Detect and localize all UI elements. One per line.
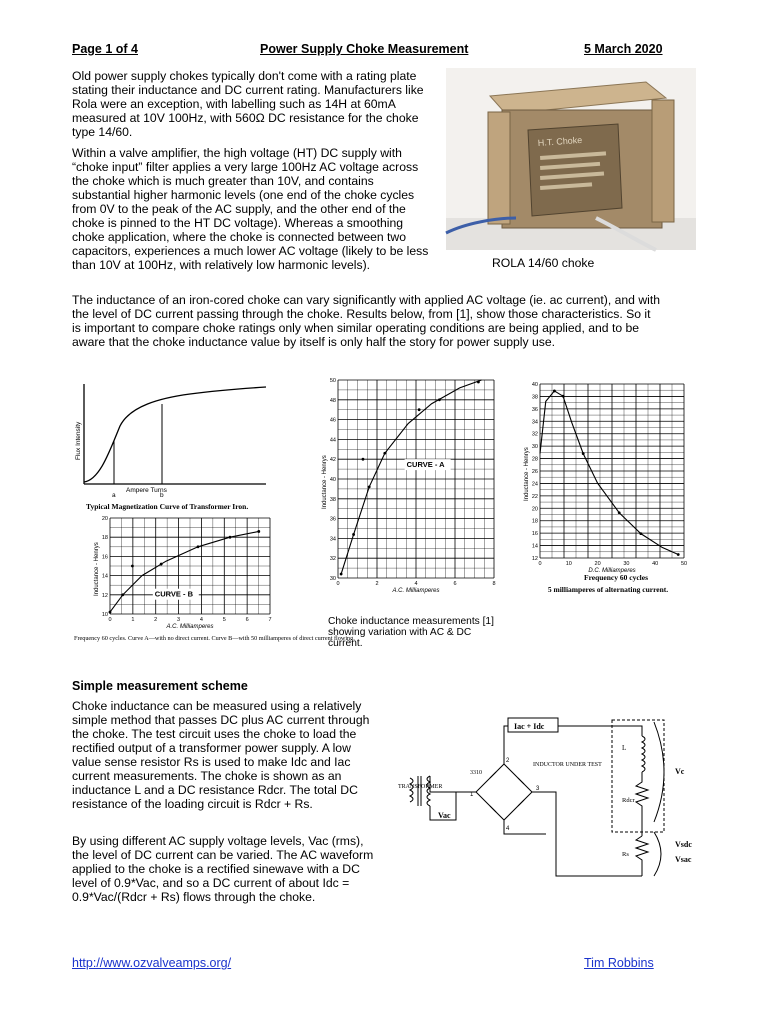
circuit-pin-1: 1	[470, 792, 474, 798]
y-tick-label: 16	[531, 531, 538, 538]
y-tick-label: 20	[101, 516, 108, 522]
photo-label-text: H.T. Choke	[537, 134, 583, 148]
x-tick-label: 5	[222, 617, 226, 623]
magnetization-figure	[70, 380, 280, 512]
curve-a-figure	[310, 370, 510, 598]
x-tick-label: 10	[565, 561, 572, 567]
curve-line	[540, 391, 678, 555]
circuit-pin-2: 2	[506, 758, 510, 764]
circuit-inductor-label: INDUCTOR UNDER TEST	[533, 762, 602, 768]
circuit-rs: Rs	[622, 851, 629, 858]
intro-paragraph-3: The inductance of an iron-cored choke can vary significantly with applied AC voltage (ie. ac current), and with the level of DC current passing through the choke. Results below, from [1], show those characteristics. So it is important to compare choke ratings only when similar operating conditions are being applied, and to be aware that the choke inductance value by itself is only half the story for power supply use.	[72, 293, 661, 349]
measurement-paragraph-1: Choke inductance can be measured using a relatively simple method that passes DC plus AC current through the choke. The test circuit uses the choke to load the rectified output of a transformer power supply. A low value sense resistor Rs is used to make Idc and Iac current measurements. The choke is shown as an inductance L and a DC resistance Rdcr. The total DC resistance of the loading circuit is Rdcr + Rs.	[72, 699, 370, 811]
circuit-pin-4: 4	[506, 826, 510, 832]
page-number: Page 1 of 4	[72, 42, 138, 56]
x-tick-label: 3	[177, 617, 181, 623]
data-point	[438, 398, 441, 401]
x-tick-label: 6	[245, 617, 249, 623]
y-tick-label: 18	[531, 518, 538, 525]
curve-dc-caption-2: 5 milliamperes of alternating current.	[547, 585, 669, 594]
y-tick-label: 36	[329, 516, 336, 523]
y-tick-label: 22	[531, 493, 538, 500]
footer-author: Tim Robbins	[584, 956, 654, 970]
x-tick-label: 40	[652, 561, 659, 567]
x-tick-label: 8	[492, 581, 496, 587]
y-tick-label: 14	[101, 573, 108, 580]
measurement-paragraph-2: By using different AC supply voltage levels, Vac (rms), the level of DC current can be varied. The AC waveform applied to the choke is a rectified sinewave with a DC level of 0.9*Vac, and so a DC current of about Idc = 0.9*Vac/(Rdcr + Rs) flows through the choke.	[72, 834, 374, 904]
circuit-rdcr: Rdcr	[622, 797, 635, 804]
y-tick-label: 20	[531, 506, 538, 513]
mag-tick-a: a	[112, 492, 116, 499]
page-title: Power Supply Choke Measurement	[260, 42, 469, 56]
curve-label: CURVE - B	[154, 589, 194, 599]
y-tick-label: 50	[329, 378, 336, 384]
x-tick-label: 0	[336, 581, 340, 587]
data-point	[562, 395, 565, 398]
circuit-vc: Vc	[675, 767, 685, 776]
x-tick-label: 2	[375, 581, 379, 587]
y-tick-label: 14	[531, 543, 538, 550]
y-tick-label: 24	[531, 481, 538, 488]
intro-paragraph-2: Within a valve amplifier, the high voltage (HT) DC supply with “choke input” filter applies a very large 100Hz AC voltage across the choke which is much greater than 10V, and contains substantial higher harmonic levels (one end of the choke cycles from 0V to the peak of the AC supply, and the other end of the choke is pinned to the HT DC voltage). Whereas a smoothing choke application, where the choke is connected between two capacitors, experiences a much lower AC voltage (likely to be less than 10V at 100Hz, with relatively low harmonic levels).	[72, 146, 429, 272]
x-tick-label: 1	[131, 617, 135, 623]
y-tick-label: 34	[329, 536, 336, 543]
x-tick-label: 20	[594, 561, 601, 567]
data-point	[121, 593, 124, 596]
data-point	[352, 533, 355, 536]
y-tick-label: 38	[531, 394, 538, 401]
data-point	[257, 530, 260, 533]
page-date: 5 March 2020	[584, 42, 663, 56]
circuit-vsdc: Vsdc	[675, 840, 692, 849]
circuit-vsac: Vsac	[675, 855, 692, 864]
x-tick-label: 50	[680, 561, 688, 567]
y-tick-label: 46	[329, 417, 336, 424]
y-tick-label: 12	[101, 592, 108, 599]
circuit-iac-idc: Iac + Idc	[514, 722, 545, 731]
y-axis-label: Inductance - Henrys	[94, 542, 100, 596]
y-tick-label: 16	[101, 554, 108, 561]
data-point	[477, 381, 480, 384]
data-point	[639, 532, 642, 535]
y-tick-label: 26	[531, 469, 538, 475]
photo-caption: ROLA 14/60 choke	[492, 256, 595, 270]
data-point	[553, 390, 556, 393]
x-tick-label: 4	[414, 581, 418, 587]
x-axis-label: A.C. Milliamperes	[392, 588, 440, 594]
footer-link[interactable]: http://www.ozvalveamps.org/	[72, 956, 232, 970]
mag-tick-b: b	[160, 492, 164, 499]
x-tick-label: 6	[453, 581, 457, 587]
data-point	[582, 452, 585, 455]
circuit-diagram	[396, 706, 696, 902]
data-point	[131, 565, 134, 568]
y-tick-label: 28	[531, 456, 538, 463]
y-tick-label: 30	[329, 576, 336, 582]
data-point	[109, 611, 112, 614]
data-point	[229, 536, 232, 539]
mag-caption: Typical Magnetization Curve of Transformer Iron.	[86, 502, 249, 511]
y-axis-label: Inductance - Henrys	[322, 455, 328, 509]
circuit-pin-3: 3	[536, 786, 540, 792]
x-tick-label: 4	[199, 617, 203, 623]
circuit-bridge: 3310	[470, 770, 482, 776]
section-heading: Simple measurement scheme	[72, 679, 248, 693]
x-axis-label: A.C. Milliamperes	[166, 624, 214, 630]
x-axis-label: D.C. Milliamperes	[588, 568, 636, 574]
data-point	[618, 511, 621, 514]
curve-label: CURVE - A	[406, 460, 445, 470]
y-tick-label: 34	[531, 419, 538, 426]
data-point	[362, 458, 365, 461]
data-point	[340, 573, 343, 576]
y-tick-label: 32	[329, 556, 336, 563]
data-point	[677, 553, 680, 556]
x-tick-label: 7	[268, 617, 272, 623]
data-point	[160, 563, 163, 566]
circuit-l: L	[622, 744, 627, 752]
y-tick-label: 44	[329, 437, 336, 444]
curve-b-caption: Frequency 60 cycles. Curve A—with no direct current. Curve B—with 50 milliamperes of direct current flowing.	[74, 635, 355, 642]
data-point	[368, 486, 371, 489]
data-point	[418, 408, 421, 411]
y-tick-label: 32	[531, 431, 538, 438]
y-tick-label: 36	[531, 406, 538, 413]
data-point	[197, 545, 200, 548]
x-tick-label: 0	[538, 561, 542, 567]
y-tick-label: 48	[329, 397, 336, 404]
y-tick-label: 40	[531, 382, 538, 388]
y-tick-label: 10	[101, 612, 108, 618]
y-tick-label: 12	[531, 556, 538, 562]
x-tick-label: 0	[108, 617, 112, 623]
curve-dc-caption-1: Frequency 60 cycles	[583, 573, 649, 582]
circuit-vac: Vac	[438, 811, 451, 820]
x-tick-label: 30	[623, 561, 630, 567]
y-tick-label: 42	[329, 457, 336, 464]
data-point	[383, 452, 386, 455]
y-tick-label: 18	[101, 535, 108, 542]
choke-photo	[446, 68, 696, 250]
mag-xlabel: Ampere Turns	[126, 487, 167, 494]
x-tick-label: 2	[154, 617, 158, 623]
y-tick-label: 40	[329, 477, 336, 483]
y-axis-label: Inductance - Henrys	[524, 447, 530, 501]
curve-dc-figure	[510, 376, 692, 598]
intro-paragraph-1: Old power supply chokes typically don't come with a rating plate stating their inductance and DC current rating. Manufacturers like Rola were an exception, with labelling such as 14H at 60mA measured at 10V 100Hz, with 560Ω DC resistance for the choke type 14/60.	[72, 69, 424, 139]
figures-caption: Choke inductance measurements [1] showing variation with AC & DC current.	[328, 616, 494, 649]
y-tick-label: 38	[329, 496, 336, 503]
curve-line	[110, 531, 259, 612]
y-tick-label: 30	[531, 444, 538, 451]
curve-line	[341, 380, 481, 574]
mag-ylabel: Flux Intensity	[75, 421, 82, 460]
circuit-transformer-label: TRANSFORMER	[398, 784, 443, 790]
